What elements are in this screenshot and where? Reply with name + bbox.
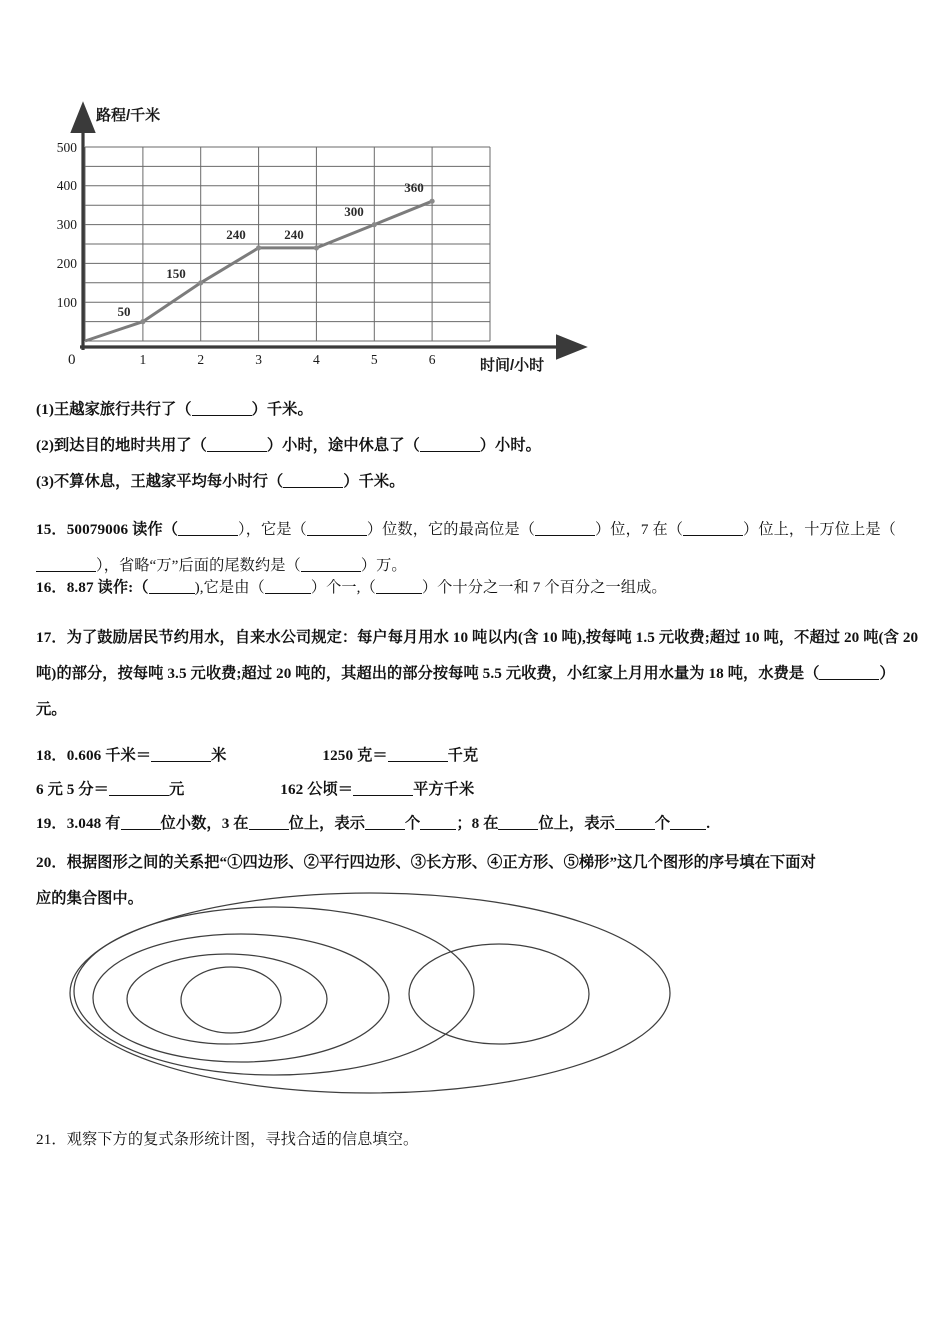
q16-blank-3[interactable] <box>376 593 422 594</box>
q18-item2-pre: 1250 克＝ <box>322 747 388 764</box>
value-label-240b: 240 <box>284 227 304 242</box>
question-14-1 <box>36 392 916 428</box>
question-14-2 <box>36 428 916 464</box>
x-tick-3: 3 <box>255 352 262 367</box>
q18-item3-pre: 6 元 5 分＝ <box>36 781 109 798</box>
q18-item1-post: 米 <box>211 747 227 764</box>
q15-seg3: ）位数，它的最高位是（ <box>366 521 536 538</box>
q19-blank-1[interactable] <box>121 829 161 830</box>
q15-seg1: 50079006 读作（ <box>66 521 178 538</box>
q17-blank[interactable] <box>819 679 879 680</box>
q19-seg5: ；8 在 <box>456 815 499 832</box>
q15-seg5: ）位上， <box>743 521 805 538</box>
y-tick-100: 100 <box>56 295 77 310</box>
q15-blank-1[interactable] <box>178 535 238 536</box>
value-label-300: 300 <box>344 204 364 219</box>
x-tick-6: 6 <box>428 352 436 367</box>
q18-item3-post: 元 <box>168 781 185 798</box>
q14-1-blank[interactable] <box>192 415 252 416</box>
question-14-subitems <box>36 392 916 500</box>
line-graph-svg <box>36 92 636 382</box>
question-19 <box>36 806 920 842</box>
x-tick-1: 1 <box>139 352 147 367</box>
question-18-line1 <box>36 738 920 774</box>
q14-3-suffix: ）千米。 <box>343 473 405 490</box>
question-17 <box>36 620 920 728</box>
y-tick-300: 300 <box>56 217 77 232</box>
q14-1-prefix: (1)王越家旅行共行了（ <box>36 401 192 418</box>
value-label-360: 360 <box>404 180 424 195</box>
q15-seg7: ），省略“万”后面的尾数约是（ <box>96 557 301 574</box>
x-tick-4: 4 <box>313 352 320 367</box>
q19-seg7: 个 <box>654 815 671 832</box>
origin-label: 0 <box>68 352 76 368</box>
x-tick-5: 5 <box>370 352 378 367</box>
y-tick-500: 500 <box>56 140 77 155</box>
q14-1-suffix: ）千米。 <box>251 401 313 418</box>
question-21 <box>36 1122 920 1158</box>
q21-number: 21． <box>36 1131 67 1148</box>
q16-blank-2[interactable] <box>265 593 311 594</box>
question-18-line2 <box>36 772 920 808</box>
x-tick-2: 2 <box>197 352 205 367</box>
q19-blank-5[interactable] <box>498 829 538 830</box>
q19-blank-3[interactable] <box>365 829 405 830</box>
q16-seg4: ）个十分之一和 7 个百分之一组成。 <box>421 579 667 596</box>
q19-blank-6[interactable] <box>615 829 655 830</box>
q17-tail: ）元。 <box>36 665 895 718</box>
q14-3-blank[interactable] <box>283 487 343 488</box>
q19-seg3: 位上，表示 <box>288 815 366 832</box>
q15-seg8: ）万。 <box>360 557 407 574</box>
q20-line1: 根据图形之间的关系把“①四边形、②平行四边形、③长方形、④正方形、⑤梯形”这几个图形的序号填在下面对 <box>66 854 816 871</box>
q19-seg8: . <box>706 815 711 832</box>
travel-line-graph-figure <box>36 92 636 382</box>
graph-gridlines <box>85 147 490 341</box>
value-label-50: 50 <box>117 304 131 319</box>
value-label-150: 150 <box>166 266 186 281</box>
x-axis-title: 时间/小时 <box>480 357 545 374</box>
question-14-3 <box>36 464 916 500</box>
q18-number: 18． <box>36 747 67 764</box>
venn-svg <box>34 888 694 1113</box>
q19-seg2: 位小数，3 在 <box>160 815 249 832</box>
q19-blank-2[interactable] <box>249 829 289 830</box>
y-tick-200: 200 <box>56 256 77 271</box>
q21-text: 观察下方的复式条形统计图，寻找合适的信息填空。 <box>66 1131 419 1148</box>
x-tick-labels <box>140 352 436 367</box>
question-16 <box>36 570 920 606</box>
q18-blank-4[interactable] <box>353 795 413 796</box>
q18-item1-pre: 0.606 千米＝ <box>66 747 152 764</box>
q14-2-blank-a[interactable] <box>207 451 267 452</box>
q18-item2-post: 千克 <box>447 747 479 764</box>
q15-blank-2[interactable] <box>307 535 367 536</box>
q15-seg4: ）位，7 在（ <box>595 521 684 538</box>
q14-2-middle: ）小时，途中休息了（ <box>266 437 420 454</box>
q16-seg1: 8.87 读作:（ <box>66 579 149 596</box>
set-relationship-diagram <box>34 888 694 1113</box>
q15-seg2: ），它是（ <box>238 521 307 538</box>
q16-number: 16． <box>36 579 67 596</box>
q18-item4-post: 平方千米 <box>413 781 475 798</box>
q20-number: 20． <box>36 854 67 871</box>
q18-blank-3[interactable] <box>109 795 169 796</box>
data-value-labels <box>118 180 424 319</box>
q14-2-suffix: ）小时。 <box>479 437 541 454</box>
y-tick-400: 400 <box>56 178 77 193</box>
outer-universe-ellipse <box>70 893 670 1093</box>
q18-blank-1[interactable] <box>151 761 211 762</box>
q14-2-blank-b[interactable] <box>420 451 480 452</box>
q19-seg4: 个 <box>405 815 421 832</box>
q18-blank-2[interactable] <box>388 761 448 762</box>
q15-blank-4[interactable] <box>683 535 743 536</box>
q15-blank-3[interactable] <box>535 535 595 536</box>
q15-number: 15． <box>36 521 67 538</box>
y-tick-labels <box>57 140 78 310</box>
q19-blank-4[interactable] <box>420 829 456 830</box>
parallelogram-ellipse <box>93 934 389 1062</box>
quadrilateral-ellipse <box>74 907 474 1075</box>
q19-seg6: 位上，表示 <box>538 815 615 832</box>
q14-2-prefix: (2)到达目的地时共用了（ <box>36 437 207 454</box>
q14-3-prefix: (3)不算休息，王越家平均每小时行（ <box>36 473 284 490</box>
q17-text: 为了鼓励居民节约用水，自来水公司规定：每户每月用水 10 吨以内(含 10 吨),按每吨 1.5 元收费;超过 10 吨，不超过 20 吨(含 20 吨)的部分，按每吨 3.5 元收费;超过 20 吨的，其超出的部分按每吨 5.5 元收费，小红家上月用水量为 18 吨，水费是（ <box>36 629 919 682</box>
q16-seg3: ）个一,（ <box>310 579 376 596</box>
q19-blank-7[interactable] <box>670 829 706 830</box>
q19-seg1: 3.048 有 <box>66 815 121 832</box>
q17-number: 17． <box>36 629 67 646</box>
value-label-240a: 240 <box>226 227 246 242</box>
q15-seg6: 十万位上是（ <box>804 521 896 538</box>
q16-blank-1[interactable] <box>149 593 195 594</box>
q19-number: 19． <box>36 815 67 832</box>
q18-item4-pre: 162 公顷＝ <box>280 781 354 798</box>
square-ellipse <box>181 967 281 1033</box>
y-axis-title: 路程/千米 <box>96 107 161 124</box>
q20-line2: 应的集合图中。 <box>36 890 144 907</box>
q16-seg2: ),它是由（ <box>194 579 265 596</box>
trapezoid-ellipse <box>409 944 589 1044</box>
